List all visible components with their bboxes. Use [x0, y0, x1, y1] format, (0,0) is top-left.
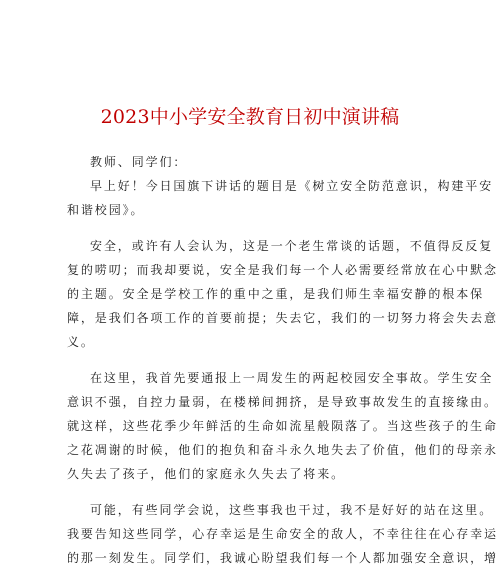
document-body — [67, 150, 498, 570]
paragraph-3-line-1: 在这里，我首先要通报上一周发生的两起校园安全事故。学生安全 — [90, 371, 494, 385]
paragraph-3-line-3: 就这样，这些花季少年鲜活的生命如流星般陨落了。当这些孩子的生命 — [67, 419, 498, 433]
paragraph-2-line-3: 的主题。安全是学校工作的重中之重，是我们师生幸福安静的根本保 — [67, 287, 485, 301]
paragraph-2-line-2: 复的唠叨；而我却要说，安全是我们每一个人必需要经常放在心中默念 — [67, 263, 498, 277]
paragraph-spacer — [67, 222, 445, 234]
paragraph-2-line-1: 安全，或许有人会认为，这是一个老生常谈的话题，不值得反反复 — [90, 239, 494, 253]
paragraph-1-line-2: 和谐校园》。 — [67, 203, 145, 217]
paragraph-4-line-2: 我要告知这些同学，心存幸运是生命安全的敌人，不幸往往在心存幸运 — [67, 527, 498, 541]
paragraph-3-line-2: 意识不强，自控力量弱，在楼梯间拥挤，是导致事故发生的直接缘由。 — [67, 395, 498, 409]
paragraph-2-line-4: 障，是我们各项工作的首要前提；失去它，我们的一切努力将会失去意 — [67, 311, 498, 325]
page-title: 2023中小学安全教育日初中演讲稿 — [100, 106, 400, 128]
paragraph-spacer — [67, 354, 445, 366]
paragraph-3-line-4: 之花凋谢的时候，他们的抱负和奋斗永久地失去了价值，他们的母亲永 — [67, 443, 498, 457]
paragraph-4-line-1: 可能，有些同学会说，这些事我也干过，我不是好好的站在这里。 — [90, 503, 494, 517]
greeting-line: 教师、同学们： — [90, 155, 188, 169]
paragraph-spacer — [67, 486, 445, 498]
paragraph-2-line-5: 义。 — [67, 335, 95, 349]
paragraph-3-line-5: 久失去了孩子，他们的家庭永久失去了将来。 — [67, 467, 346, 481]
paragraph-1-line-1: 早上好！今日国旗下讲话的题目是《树立安全防范意识，构建平安 — [90, 179, 494, 193]
paragraph-4-line-3: 的那一刻发生。同学们，我诚心盼望我们每一个人都加强安全意识，增 — [67, 551, 498, 565]
